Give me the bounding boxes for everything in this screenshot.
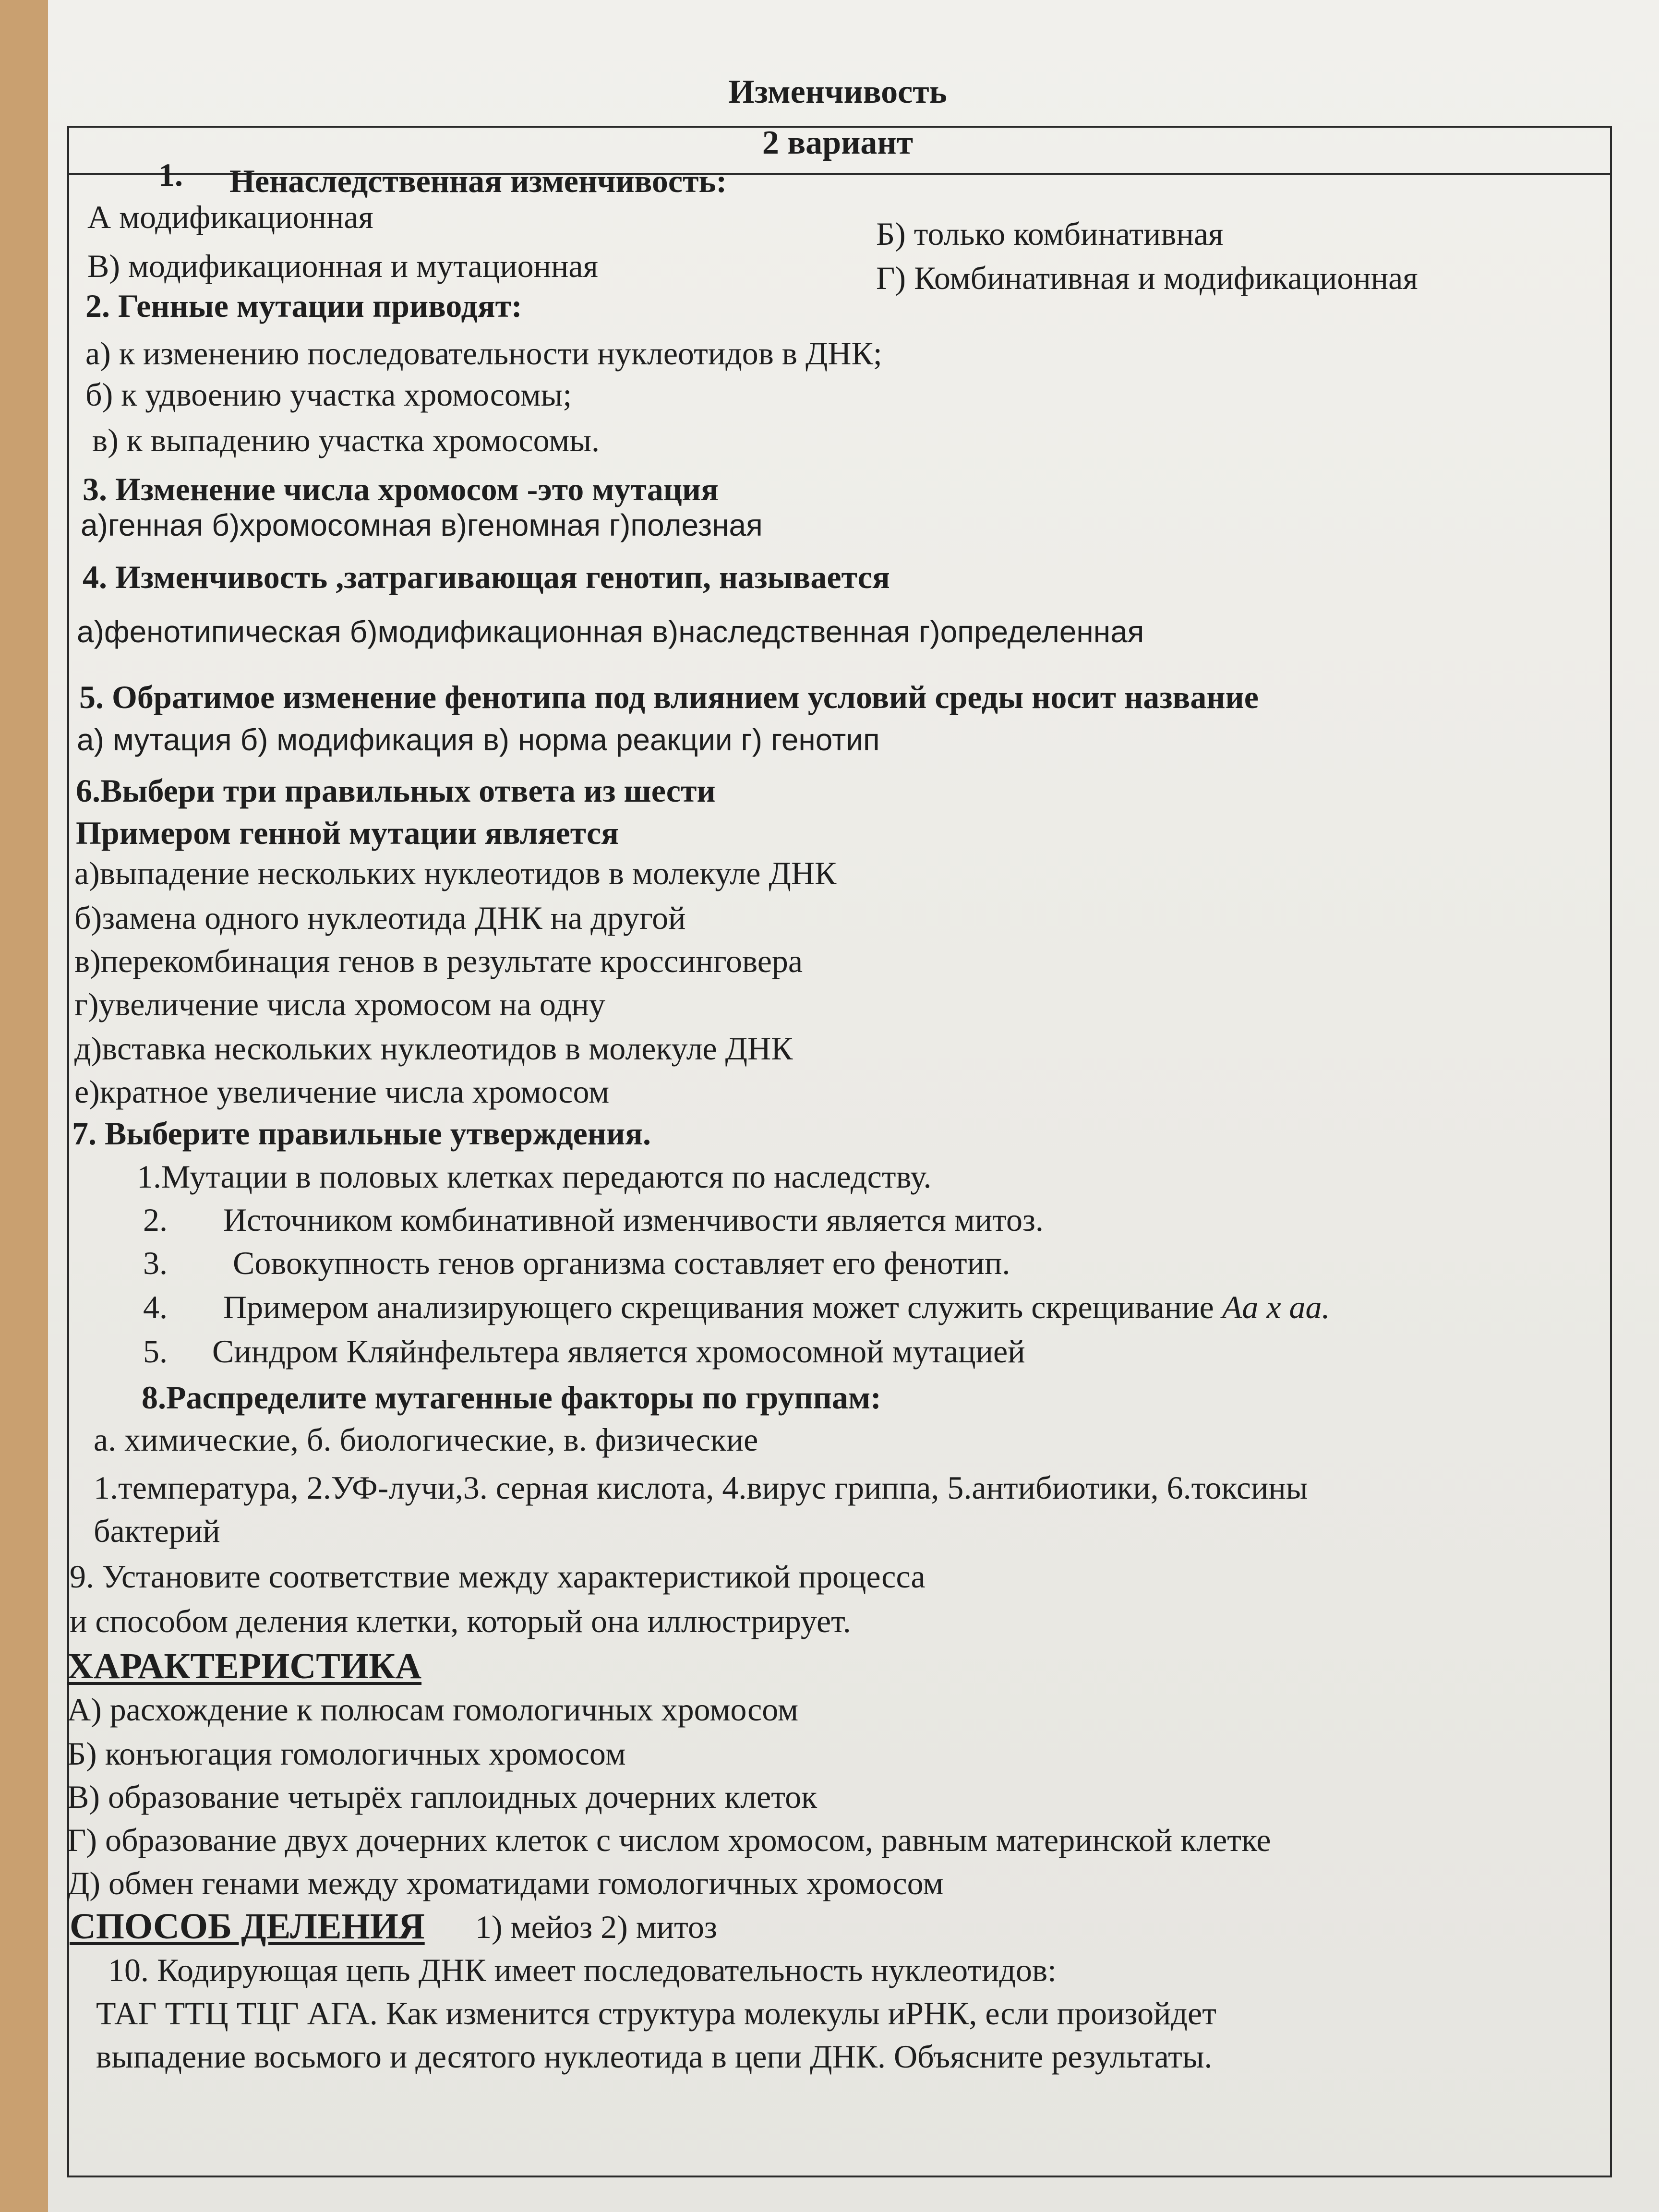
q6-option-a: а)выпадение нескольких нуклеотидов в молекуле ДНК (74, 855, 837, 891)
q10-line-2: ТАГ ТТЦ ТЦГ АГА. Как изменится структура молекулы иРНК, если произойдет (96, 1995, 1216, 2032)
q9-line-2: и способом деления клетки, который она иллюстрирует. (70, 1603, 851, 1639)
q8-groups: а. химические, б. биологические, в. физические (94, 1421, 758, 1458)
q8-heading: 8.Распределите мутагенные факторы по группам: (142, 1379, 881, 1416)
q6-option-e: е)кратное увеличение числа хромосом (74, 1073, 610, 1110)
q1-number: 1. (158, 156, 183, 193)
q4-options: а)фенотипическая б)модификационная в)наследственная г)определенная (77, 614, 1144, 649)
q6-heading: 6.Выбери три правильных ответа из шести (76, 772, 716, 809)
q6-option-b: б)замена одного нуклеотида ДНК на другой (74, 900, 686, 936)
q7-number-3: 3. (143, 1245, 168, 1281)
division-methods: 1) мейоз 2) митоз (475, 1909, 717, 1945)
q6-option-g: г)увеличение числа хромосом на одну (74, 986, 605, 1022)
q2-heading: 2. Генные мутации приводят: (85, 288, 522, 324)
q7-heading: 7. Выберите правильные утверждения. (72, 1115, 651, 1152)
q2-option-v: в) к выпадению участка хромосомы. (92, 422, 600, 458)
page-title: Изменчивость (728, 73, 947, 110)
q7-statement-3: Совокупность генов организма составляет его фенотип. (233, 1245, 1010, 1281)
q7-number-4: 4. (143, 1289, 168, 1325)
q1-option-g: Г) Комбинативная и модификационная (876, 260, 1418, 296)
q7-statement-4-line (223, 1288, 1330, 1326)
q6-option-d: д)вставка нескольких нуклеотидов в молекуле ДНК (74, 1030, 793, 1067)
q1-option-a: А модификационная (87, 199, 373, 235)
q7-number-2: 2. (143, 1202, 168, 1238)
q8-factors-line-2: бактерий (94, 1513, 220, 1549)
q7-statement-5: Синдром Кляйнфельтера является хромосомной мутацией (212, 1333, 1025, 1370)
q1-heading: Ненаследственная изменчивость: (229, 163, 727, 199)
q7-number-5: 5. (143, 1333, 168, 1370)
q5-options: а) мутация б) модификация в) норма реакции г) генотип (77, 722, 880, 757)
q6-subheading: Примером генной мутации является (76, 815, 619, 851)
q8-factors-line-1: 1.температура, 2.УФ-лучи,3. серная кислота, 4.вирус гриппа, 5.антибиотики, 6.токсины (94, 1469, 1308, 1506)
q9-item-a: А) расхождение к полюсам гомологичных хромосом (67, 1691, 799, 1728)
q4-heading: 4. Изменчивость ,затрагивающая генотип, называется (83, 559, 890, 595)
division-method-heading: СПОСОБ ДЕЛЕНИЯ (70, 1906, 425, 1947)
q3-options: а)генная б)хромосомная в)геномная г)полезная (81, 508, 763, 542)
variant-label: 2 вариант (762, 124, 914, 161)
q2-option-b: б) к удвоению участка хромосомы; (85, 376, 572, 413)
characteristic-heading: ХАРАКТЕРИСТИКА (67, 1646, 422, 1686)
q10-line-3: выпадение восьмого и десятого нуклеотида в цепи ДНК. Объясните результаты. (96, 2038, 1213, 2075)
q6-option-v: в)перекомбинация генов в результате кроссинговера (74, 943, 803, 979)
q9-item-d: Д) обмен генами между хроматидами гомологичных хромосом (67, 1865, 944, 1901)
q9-item-b: Б) конъюгация гомологичных хромосом (67, 1735, 626, 1772)
q7-statement-2: Источником комбинативной изменчивости является митоз. (223, 1202, 1044, 1238)
q1-option-b: Б) только комбинативная (876, 216, 1224, 252)
q7-cross-formula: Aa x aa. (1222, 1289, 1330, 1325)
q9-line-1: 9. Установите соответствие между характеристикой процесса (70, 1558, 926, 1595)
q1-option-v: В) модификационная и мутационная (87, 248, 598, 284)
q9-item-v: В) образование четырёх гаплоидных дочерних клеток (67, 1779, 817, 1815)
q9-item-g: Г) образование двух дочерних клеток с числом хромосом, равным материнской клетке (67, 1822, 1271, 1858)
q2-option-a: а) к изменению последовательности нуклеотидов в ДНК; (85, 335, 882, 372)
q3-heading: 3. Изменение числа хромосом -это мутация (83, 471, 719, 507)
q7-statement-1: 1.Мутации в половых клетках передаются по наследству. (137, 1158, 932, 1195)
q7-statement-4: Примером анализирующего скрещивания может служить скрещивание (223, 1289, 1214, 1325)
q5-heading: 5. Обратимое изменение фенотипа под влиянием условий среды носит название (79, 679, 1259, 715)
q10-line-1: 10. Кодирующая цепь ДНК имеет последовательность нуклеотидов: (108, 1952, 1057, 1988)
